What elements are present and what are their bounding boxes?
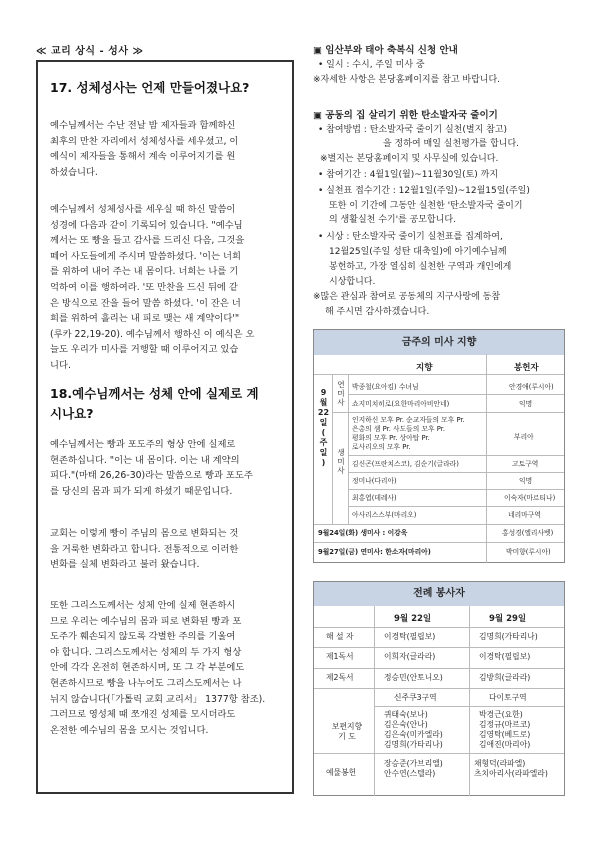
server-cell: 김방희(글라라) [479,673,531,682]
group-cell: 다이토구역 [489,693,527,702]
liturgy-servers-table [313,581,565,796]
column-header-intent: 지향 [416,363,433,373]
offerer-cell: 고토구역 [512,460,539,468]
carbon-line: 12월25일(주일 성탄 대축일)에 아기예수님께 [329,247,507,257]
carbon-line: 을 정하여 매일 실천평가를 합니다. [383,139,520,149]
carbon-line: • 참여방법 : 탄소발자국 줄이기 실천(별지 참고) [318,125,508,135]
blessing-notice-line: • 일시 : 수시, 주일 미사 중 [318,60,425,70]
offerer-cell: 네리마구역 [508,511,541,519]
group-cell: 신주쿠3구역 [394,693,437,702]
carbon-line: 시상합니다. [329,277,376,287]
carbon-line: • 시상 : 탄소발자국 줄이기 실천표를 집계하여, [318,232,503,242]
carbon-line: 또한 이 기간에 그동안 실천한 '탄소발자국 줄이기 [329,201,523,211]
server-list: 박경근(요한) 김정규(마르코) 김영탁(베드로) 김애진(마리아) [479,710,531,749]
intent-cell: 9월27일(금) 연미사: 한소자(마리아) [318,548,431,556]
intent-cell: 인지하신 모후 Pr. 순교자들의 모후 Pr. 은총의 샘 Pr. 사도들의 모후 Pr. 평화의 모후 Pr. 상아탑 Pr. 로사리오의 모후 Pr. [352,416,465,451]
intent-cell: 9월24일(화) 생미사 : 이강욱 [318,529,408,537]
mass-type-memorial: 연 미 사 [337,380,345,407]
q17-paragraph-1: 예수님께서는 수난 전날 밤 제자들과 함께하신 최후의 만찬 자리에서 성체성사를 세우셨고, 이 예식이 제자들을 통해서 계속 이루어지기를 원 하셨습니다. [50,120,239,178]
carbon-line: 해 주시면 감사하겠습니다. [325,307,430,317]
offerer-cell: 익명 [519,477,533,485]
intent-cell: 아사리스스부(마리오) [352,511,417,519]
blessing-notice-line: ※자세한 사항은 본당홈페이지를 참고 바랍니다. [313,75,501,85]
offerer-cell: 부리아 [514,433,534,441]
carbon-line: • 실천표 접수기간 : 12월1일(주일)~12월15일(주일) [318,186,530,196]
carbon-line: ※많은 관심과 참여로 공동체의 지구사랑에 동참 [313,292,501,302]
offerer-cell: 홍성경(엘리사벳) [502,529,554,537]
role-cell: 제2독서 [326,673,354,682]
offerer-cell: 박미향(루시아) [506,548,551,556]
offerer-cell: 안경애(루시아) [509,383,554,391]
q18-paragraph-1: 예수님께서는 빵과 포도주의 형상 안에 실제로 현존하십니다. "이는 내 몸이다. 이는 내 계약의 피다."(마태 26,26-30)라는 말씀으로 빵과 포도주 를 당신의 몸과 피가 되게 하셨기 때문입니다. [50,439,253,497]
server-cell: 이경탁(필립보) [479,652,531,661]
liturgy-title: 전례 봉사자 [314,582,564,606]
carbon-line: • 참여기간 : 4월1일(월)~11월30일(토) 까지 [318,170,499,180]
date-header-2: 9월 29일 [489,614,527,624]
catechism-box [36,60,294,794]
role-cell: 보편지향 기 도 [331,722,363,741]
intent-cell: 쇼지미치히로(요한마리아비안네) [352,400,450,408]
date-header-1: 9월 22일 [394,614,432,624]
intent-cell: 박종철(요아킴) 수녀님 [352,383,419,391]
server-cell: 김명희(가타리나) [479,632,538,641]
offerer-cell: 익명 [519,400,533,408]
mass-date-label: 9 월 22 일 ( 주 일 ) [317,388,330,467]
carbon-notice-title: ▣ 공동의 집 살리기 위한 탄소발자국 줄이기 [313,110,498,121]
q18-paragraph-3: 또한 그리스도께서는 성체 안에 실제 현존하시 므로 우리는 예수님의 몸과 피로 변화된 빵과 포 도주가 훼손되지 않도록 각별한 주의를 기울여 야 합니다. 그리스도께서는 성체의 두 가지 형상 안에 각각 온전히 현존하시며, 또 그 각 부분에도 현존하시므로 빵을 나누어도 그리스도께서는 나 뉘지 않습니다(「가톨릭 교회 교리서」 1377항 참조). 그러므로 영성체 때 쪼개진 성체를 모시더라도 온전한 예수님의 몸을 모시는 것입니다. [50,600,266,736]
q17-title: 17. 성체성사는 언제 만들어졌나요? [50,80,250,95]
server-cell: 이경탁(필립보) [384,632,436,641]
server-list: 퀴태숙(보나) 김은숙(안나) 김은숙(미카엘라) 김명희(가타리나) [384,710,443,749]
q17-paragraph-2: 예수님께서 성체성사를 세우실 때 하신 말씀이 성경에 다음과 같이 기록되어 있습니다. "예수님 께서는 또 빵을 들고 감사를 드리신 다음, 그것을 떼어 사도들에게 주시며 말씀하셨다. '이는 너희 를 위하여 내어 주는 내 몸이다. 너희는 나를 기 억하여 이를 행하여라. '또 만찬을 드신 뒤에 같 은 방식으로 잔을 들어 말씀 하셨다. '이 잔은 너 희를 위하여 흘리는 내 피로 맺는 새 계약이다'" (루카 22,19-20). 예수님께서 행하신 이 예식은 오 늘도 우리가 미사를 거행할 때 이루어지고 있습 니다. [50,204,255,371]
role-cell: 예물봉헌 [326,768,357,777]
mass-intentions-table [313,329,565,563]
intent-cell: 정미나(다리아) [352,477,397,485]
mass-intentions-title: 금주의 미사 지향 [314,330,564,355]
column-header-offerer: 봉헌자 [514,363,539,373]
offerer-cell: 이숙자(마르티나) [504,494,556,502]
server-list: 채형덕(라파엘) 츠치아리사(라파엘라) [474,759,548,778]
q18-title: 18.예수님께서는 성체 안에 실제로 계 시나요? [50,386,259,421]
server-cell: 정승민(안토니오) [384,673,443,682]
intent-cell: 김신곤(프란치스코), 김순기(글라라) [352,460,459,468]
carbon-line: ※별지는 본당홈페이지 및 사무실에 있습니다. [320,154,499,164]
carbon-line: 봉헌하고, 가장 열심히 실천한 구역과 개인에게 [329,262,512,272]
server-list: 장승준(가브리엘) 안수연(스텔라) [384,759,443,778]
role-cell: 해 설 자 [326,632,354,641]
carbon-line: 의 생활실천 수기'를 공모합니다. [329,215,456,225]
role-cell: 제1독서 [326,652,354,661]
q18-paragraph-2: 교회는 이렇게 빵이 주님의 몸으로 변화되는 것 을 거룩한 변화라고 합니다. 전통적으로 이러한 변화를 실체 변화라고 불러 왔습니다. [50,528,239,571]
server-cell: 이희자(글라라) [384,652,436,661]
intent-cell: 최홍엽(데레사) [352,494,397,502]
section-title: ≪ 교리 상식 - 성사 ≫ [36,46,144,57]
blessing-notice-title: ▣ 임산부와 태아 축복식 신청 안내 [313,45,458,56]
mass-type-living: 생 미 사 [337,448,345,475]
